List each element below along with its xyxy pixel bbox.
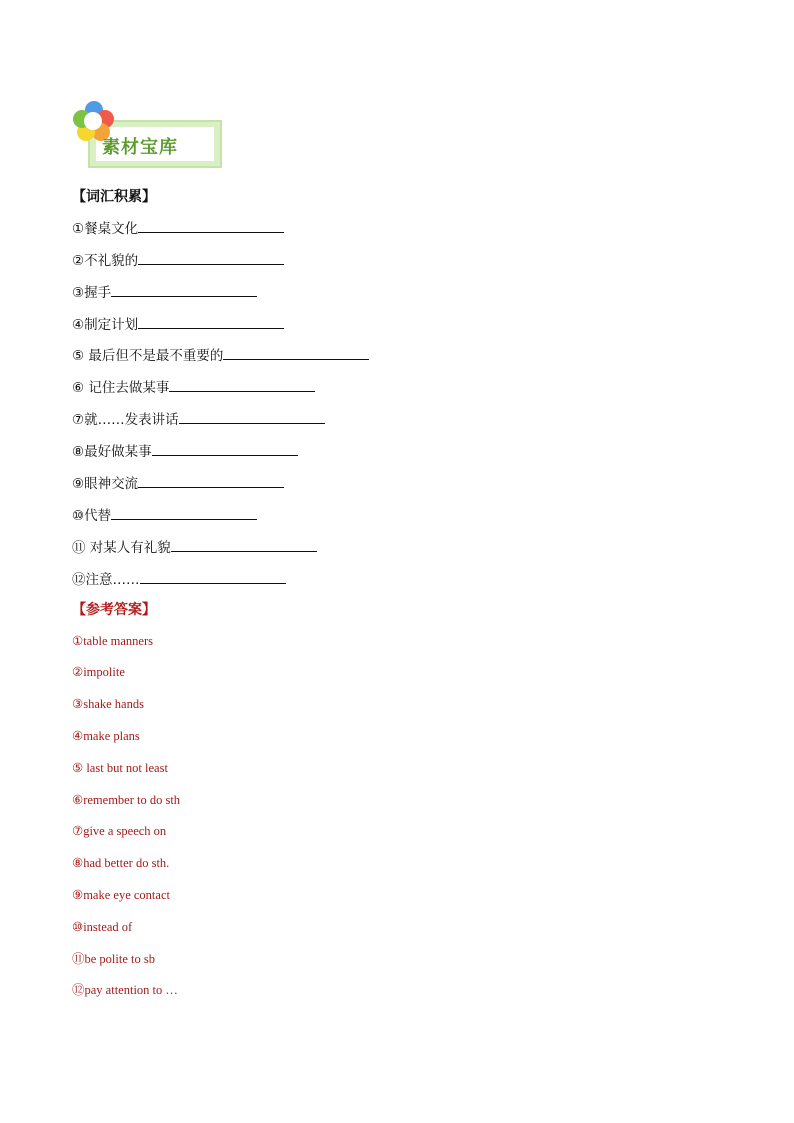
answer-item: ③shake hands [72,697,144,711]
answer-item: ⑦give a speech on [72,824,167,838]
answer-item: ⑩instead of [72,920,133,934]
banner-title: 素材宝库 [102,137,178,158]
answer-blank [179,408,325,424]
answer-item: ⑧had better do sth. [72,856,170,870]
answer-item: ⑪be polite to sb [72,952,155,966]
answer-blank [171,536,317,552]
answers-section-title: 【参考答案】 [72,602,156,618]
vocab-item: ⑪ 对某人有礼貌 [72,536,317,556]
answer-item: ④make plans [72,729,140,743]
answer-item: ①table manners [72,634,153,648]
vocab-item: ⑦就……发表讲话 [72,408,325,428]
vocab-item: ⑨眼神交流 [72,472,284,492]
answer-blank [138,313,284,329]
answer-blank [111,281,257,297]
answer-blank [138,217,284,233]
vocab-item: ⑤ 最后但不是最不重要的 [72,344,369,364]
answer-item: ⑫pay attention to … [72,983,178,997]
section-banner [72,100,232,176]
vocab-item: ⑧最好做某事 [72,440,298,460]
answer-blank [169,376,315,392]
vocab-item: ②不礼貌的 [72,249,284,269]
answer-blank [152,440,298,456]
vocab-item: ⑥ 记住去做某事 [72,376,315,396]
answer-blank [111,504,257,520]
vocab-section-title: 【词汇积累】 [72,189,156,205]
answer-blank [140,568,286,584]
answer-item: ⑥remember to do sth [72,793,181,807]
vocab-item: ⑩代替 [72,504,257,524]
answer-blank [138,472,284,488]
answer-item: ②impolite [72,665,125,679]
vocab-item: ⑫注意…… [72,568,286,588]
answer-blank [223,344,369,360]
answer-blank [138,249,284,265]
answer-item: ⑨make eye contact [72,888,170,902]
answer-item: ⑤ last but not least [72,761,168,775]
vocab-item: ④制定计划 [72,313,284,333]
vocab-item: ①餐桌文化 [72,217,284,237]
vocab-item: ③握手 [72,281,257,301]
